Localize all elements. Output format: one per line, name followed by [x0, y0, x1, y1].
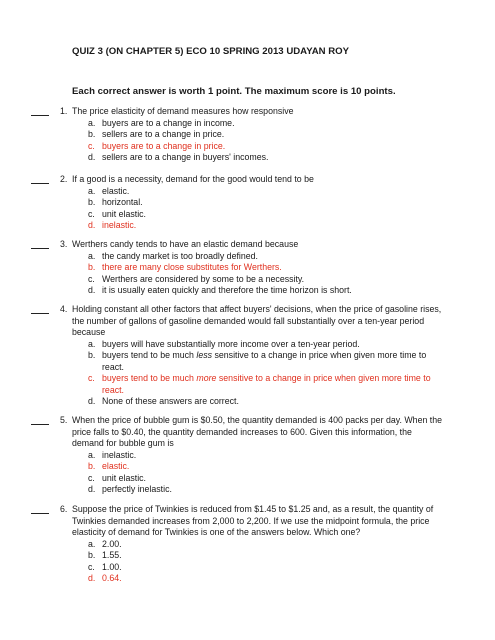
question-text-line-2: the number of gallons of gasoline demanded would fall substantially over a ten-year period [72, 315, 425, 326]
quiz-page: QUIZ 3 (ON CHAPTER 5) ECO 10 SPRING 2013 UDAYAN ROY Each correct answer is worth 1 point. The maximum score is 10 points. 1. The price elasticity of demand measures how responsive a. buyers are to a change in income. b. sellers are to a change in price. c. buyers are to a change in price. d. sellers are to a change in buyers' incomes. 2. If a good is a necessity, demand for the good would tend to be a. elastic. b. horizontal. c. unit elastic. d. inelastic. 3. Werthers candy tends to have an elastic demand because a. the candy market is too broadly defined. b. there are many close substitutes for Werthers. c. Werthers are considered by some to be a necessity. d. it is usually eaten quickly and therefore the time horizon is short. 4. Holding constant all other factors that affect buyers' decisions, when the price of gasoline rises, the number of gallons of gasoline demanded would fall substantially over a ten-year period because a. buyers will have substantially more income over a ten-year period. b. buyers tend to be much less sensitive to a change in price when given more time to react. c. buyers tend to be much more sensitive to a change in price when given more time to react. d. None of these answers are correct. 5. When the price of bubble gum is $0.50, the quantity demanded is 400 packs per day. When the price falls to $0.40, the quantity demanded increases to 600. Given this information, the demand for bubble gum is a. inelastic. b. elastic. c. unit elastic. d. perfectly inelastic. 6. Suppose the price of Twinkies is reduced from $1.45 to $1.25 and, as a result, the quantity of Twinkies demanded increases from 2,000 to 2,200. If we use the midpoint formula, the price elasticity of demand for Twinkies is one of the answers below. Which one? a. 2.00. b. 1.55. c. 1.00. d. 0.64. [0, 0, 495, 640]
question-text-line-3: because [72, 327, 106, 337]
question-text-line-2: price falls to $0.40, the quantity demanded increases to 600. Given this information, the [72, 426, 412, 437]
question-number: 5. [60, 415, 68, 425]
question-text-line-2: Twinkies demanded increases from 2,000 to 2,200. If we use the midpoint formula, the price [72, 515, 430, 526]
question-number: 6. [60, 504, 68, 514]
answer-blank[interactable] [31, 106, 49, 116]
question-text-line-3: demand for bubble gum is [72, 438, 174, 448]
quiz-title: QUIZ 3 (ON CHAPTER 5) ECO 10 SPRING 2013 UDAYAN ROY [72, 46, 350, 57]
question-number: 1. [60, 106, 68, 116]
answer-blank[interactable] [31, 239, 49, 249]
question-text-line-1: When the price of bubble gum is $0.50, the quantity demanded is 400 packs per day. When the [72, 415, 443, 425]
answer-blank[interactable] [31, 504, 49, 514]
question-text: The price elasticity of demand measures how responsive [72, 106, 294, 116]
question-text: Werthers candy tends to have an elastic demand because [72, 239, 299, 249]
question-text-line-1: Holding constant all other factors that affect buyers' decisions, when the price of gasoline rises, [72, 304, 442, 314]
question-number: 2. [60, 174, 68, 184]
answer-blank[interactable] [31, 174, 49, 184]
question-text-line-3: elasticity of demand for Twinkies is one of the answers below. Which one? [72, 527, 361, 537]
question-number: 3. [60, 239, 68, 249]
answer-blank[interactable] [31, 415, 49, 425]
answer-blank[interactable] [31, 304, 49, 314]
question-number: 4. [60, 304, 68, 314]
question-text-line-1: Suppose the price of Twinkies is reduced from $1.45 to $1.25 and, as a result, the quantity of [72, 504, 434, 514]
scoring-instructions: Each correct answer is worth 1 point. The maximum score is 10 points. [72, 86, 396, 97]
question-text: If a good is a necessity, demand for the good would tend to be [72, 174, 314, 184]
